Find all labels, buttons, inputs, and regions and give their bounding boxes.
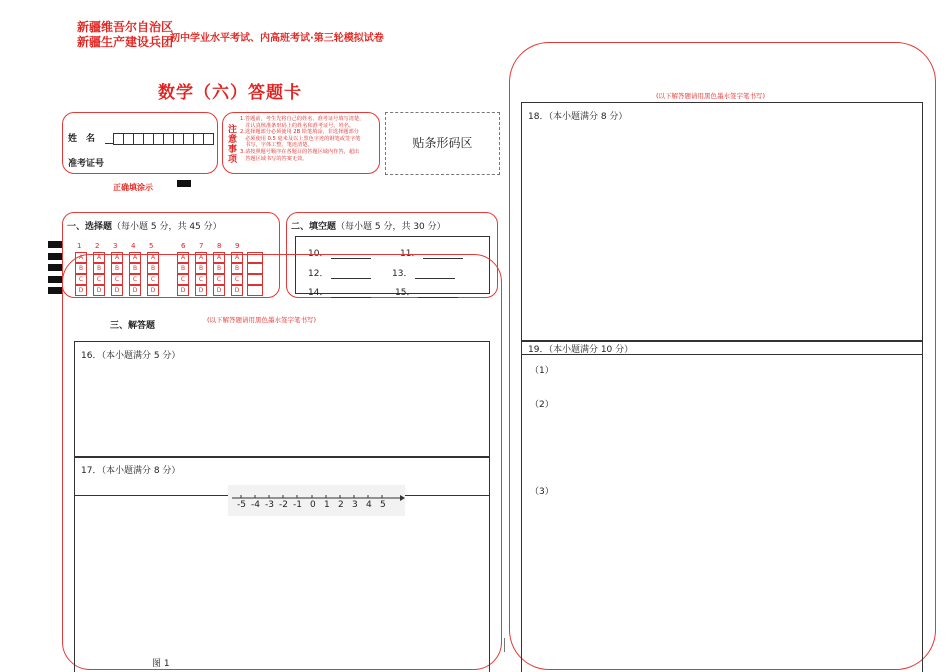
option-bubble[interactable]: B	[93, 263, 105, 274]
red-notice-left: (以下解答题请用黑色墨水签字笔书写)	[207, 316, 317, 324]
option-bubble[interactable]: A	[195, 252, 207, 263]
tick-label: 1	[324, 500, 330, 510]
q19-header	[521, 340, 923, 355]
choice-subtitle: （每小题 5 分，共 45 分）	[112, 222, 222, 232]
option-bubble[interactable]: B	[111, 263, 123, 274]
student-info-box	[62, 112, 218, 174]
q16-box[interactable]	[74, 341, 490, 458]
option-bubble[interactable]: D	[231, 285, 243, 296]
blank-15[interactable]: 15．	[395, 285, 458, 298]
figure-label: 图 1	[152, 659, 170, 669]
fill-subtitle: （每小题 5 分，共 30 分）	[336, 222, 446, 232]
red-notice-right: (以下解答题请用黑色墨水签字笔书写)	[656, 92, 766, 100]
tick-label: -5	[237, 500, 246, 510]
option-bubble[interactable]: B	[231, 263, 243, 274]
tick-label: 4	[366, 500, 372, 510]
blank-13[interactable]: 13．	[392, 266, 455, 279]
option-bubble[interactable]: A	[231, 252, 243, 263]
blank-12[interactable]: 12．	[308, 266, 371, 279]
option-bubble[interactable]: A	[111, 252, 123, 263]
q-number: 8	[217, 242, 222, 250]
tick-label: 5	[380, 500, 386, 510]
q-number: 4	[131, 242, 136, 250]
option-bubble[interactable]: B	[213, 263, 225, 274]
tick-label: 0	[310, 500, 316, 510]
tick-label: 2	[338, 500, 344, 510]
q18-title: 18．（本小题满分 8 分）	[528, 112, 628, 122]
option-bubble[interactable]: B	[75, 263, 87, 274]
choice-title: 一、选择题	[67, 222, 113, 232]
option-bubble[interactable]: D	[111, 285, 123, 296]
option-bubble[interactable]: A	[177, 252, 189, 263]
q19-part3: （3）	[530, 487, 554, 497]
fill-example-mark	[177, 180, 191, 187]
q-number: 3	[113, 242, 118, 250]
option-bubble[interactable]: A	[93, 252, 105, 263]
option-bubble[interactable]: C	[177, 274, 189, 285]
fill-example-label: 正确填涂示	[113, 183, 153, 192]
option-bubble[interactable]: C	[147, 274, 159, 285]
blank-14[interactable]: 14．	[308, 285, 371, 298]
timing-mark	[48, 253, 62, 260]
card-title: 数学（六）答题卡	[158, 83, 302, 103]
option-bubble[interactable]: D	[93, 285, 105, 296]
option-bubble[interactable]: D	[177, 285, 189, 296]
option-bubble[interactable]: B	[195, 263, 207, 274]
option-bubble[interactable]: A	[75, 252, 87, 263]
q17-box[interactable]	[74, 494, 490, 672]
q-number: 5	[149, 242, 154, 250]
option-bubble[interactable]: A	[129, 252, 141, 263]
tick-label: -2	[279, 500, 288, 510]
option-bubble[interactable]: A	[213, 252, 225, 263]
notice-text: 1.答题前，考生先将自己的姓名、准考证号填写清楚， 并认真核准条形码上的姓名和准考证号、姓名。 2.选择题部分必须使用 2B 铅笔填涂，非选择题部分 必须使用 0.5 毫米及以上黑色字迹的钢笔或签字笔 书写，字体工整、笔迹清楚。 3.请按照题号顺序在各题目的答题区域内作答，超出 答题区域书写的答案无效。	[240, 116, 365, 162]
option-bubble[interactable]: D	[195, 285, 207, 296]
fill-title-wrap	[291, 219, 446, 232]
tick-label: 3	[352, 500, 358, 510]
option-bubble[interactable]: B	[177, 263, 189, 274]
number-line-figure	[228, 485, 405, 516]
q-number: 9	[235, 242, 240, 250]
tick-label: -3	[265, 500, 274, 510]
option-bubble[interactable]: B	[147, 263, 159, 274]
q-number: 6	[181, 242, 186, 250]
region-line1: 新疆维吾尔自治区	[77, 20, 174, 34]
option-bubble[interactable]: D	[213, 285, 225, 296]
q19-part1: （1）	[530, 366, 554, 376]
q16-title: 16．（本小题满分 5 分）	[81, 351, 181, 361]
option-bubble[interactable]: A	[147, 252, 159, 263]
option-bubble[interactable]: C	[111, 274, 123, 285]
option-bubble[interactable]: D	[75, 285, 87, 296]
exam-title: 初中学业水平考试、内高班考试·第三轮模拟试卷	[170, 33, 384, 44]
id-label: 准考证号	[68, 159, 105, 169]
tick-label: -4	[251, 500, 260, 510]
blank-10[interactable]: 10．	[308, 246, 371, 259]
barcode-area: 贴条形码区	[385, 112, 500, 175]
option-bubble[interactable]: C	[195, 274, 207, 285]
option-bubble[interactable]: B	[129, 263, 141, 274]
section3-title: 三、解答题	[110, 321, 156, 331]
option-bubble[interactable]: D	[147, 285, 159, 296]
timing-mark	[48, 276, 62, 283]
option-bubble[interactable]: C	[213, 274, 225, 285]
timing-mark	[48, 264, 62, 271]
q-number: 1	[77, 242, 82, 250]
name-label: 姓 名	[68, 134, 96, 144]
option-bubble[interactable]: C	[75, 274, 87, 285]
notice-label: 注 意 事 项	[228, 125, 238, 165]
divider-tick	[504, 638, 505, 652]
choice-title-wrap	[67, 219, 222, 232]
q19-part2: （2）	[530, 400, 554, 410]
option-bubble[interactable]: C	[93, 274, 105, 285]
q-number: 7	[199, 242, 204, 250]
fill-title: 二、填空题	[291, 222, 337, 232]
option-bubble[interactable]: D	[129, 285, 141, 296]
blank-11[interactable]: 11．	[400, 246, 463, 259]
q17-title: 17．（本小题满分 8 分）	[81, 466, 181, 476]
q-number: 2	[95, 242, 100, 250]
option-bubble[interactable]: C	[231, 274, 243, 285]
notice-box	[222, 112, 380, 174]
tick-label: -1	[293, 500, 302, 510]
q19-title: 19．（本小题满分 10 分）	[528, 345, 634, 355]
timing-mark	[48, 287, 62, 294]
name-underline	[105, 143, 113, 144]
q19-box[interactable]	[521, 354, 923, 672]
option-bubble[interactable]: C	[129, 274, 141, 285]
q18-box[interactable]	[521, 102, 923, 342]
region-line2: 新疆生产建设兵团	[77, 35, 174, 49]
timing-mark	[48, 241, 62, 248]
